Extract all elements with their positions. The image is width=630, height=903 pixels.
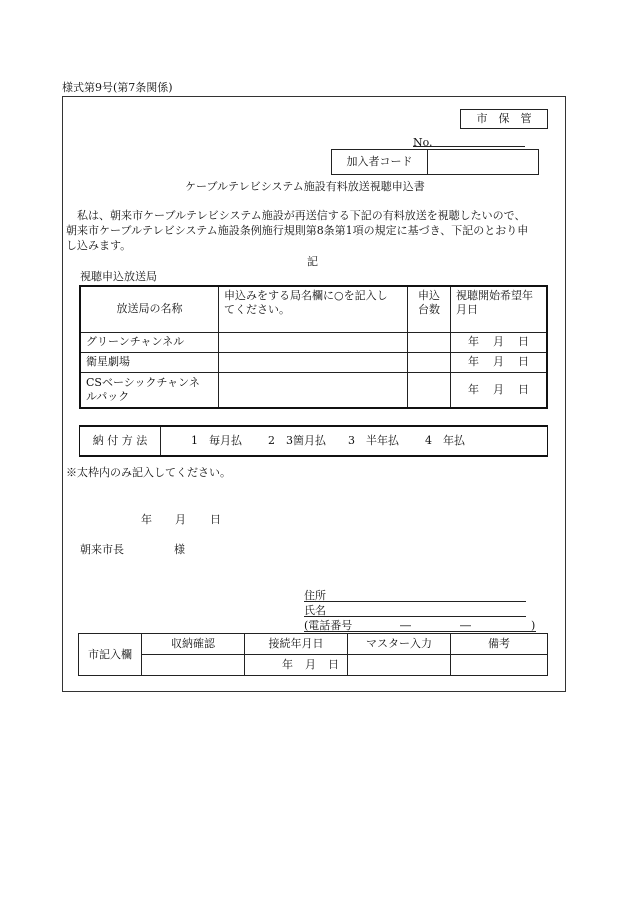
city-use-table [78,633,548,676]
mark-cell[interactable] [219,372,408,408]
connection-date-cell[interactable]: 年 月 日 [245,655,348,676]
header-station-name: 放送局の名称 [80,286,219,332]
header-mark: 申込みをする局名欄に○を記入し てください。 [219,286,408,332]
address-label: 住所 [304,589,326,602]
form-number: 様式第9号(第7条関係) [62,81,173,94]
phone-dash-2: ― [460,619,471,632]
payment-option-monthly[interactable]: 1 毎月払 [191,434,242,447]
payment-option-quarterly[interactable]: 2 3箇月払 [268,434,326,447]
date-year: 年 [141,513,152,526]
body-paragraph [66,208,560,253]
station-name: 衛星劇場 [80,352,219,372]
city-use-label: 市記入欄 [79,634,142,676]
phone-dash-1: ― [400,619,411,632]
number-underline [413,146,525,147]
date-month: 月 [175,513,186,526]
mark-cell[interactable] [219,352,408,372]
body-line-3: し込みます。 [66,239,132,252]
start-date-cell[interactable]: 年 月 日 [451,372,548,408]
table-row [80,352,547,372]
note-text: ※太枠内のみ記入してください。 [66,466,231,479]
count-cell[interactable] [408,332,451,352]
count-cell[interactable] [408,372,451,408]
date-day: 日 [210,513,221,526]
body-line-1: 私は、朝来市ケーブルテレビシステム施設が再送信する下記の有料放送を視聴したいので、 [66,209,526,222]
mayor-label: 朝来市長 [80,543,124,556]
count-cell[interactable] [408,352,451,372]
phone-close: ) [531,619,536,632]
document-title: ケーブルテレビシステム施設有料放送視聴申込書 [185,180,425,193]
payment-label: 納 付 方 法 [80,427,161,455]
header-payment-confirm: 収納確認 [142,634,245,655]
body-line-2: 朝来市ケーブルテレビシステム施設条例施行規則第8条第1項の規定に基づき、下記のとおり申 [66,224,529,237]
table-row [80,332,547,352]
name-line[interactable] [304,616,526,617]
station-name: グリーンチャンネル [80,332,219,352]
header-remarks: 備考 [451,634,548,655]
start-date-cell[interactable]: 年 月 日 [451,352,548,372]
address-line[interactable] [304,601,526,602]
table-row [80,372,547,408]
header-count: 申込 台数 [408,286,451,332]
member-code-box [331,149,539,175]
member-code-label: 加入者コード [332,150,428,174]
remarks-cell[interactable] [451,655,548,676]
city-keep-box [460,109,548,129]
member-code-field[interactable] [428,150,538,174]
number-label: No. [413,136,433,149]
master-input-cell[interactable] [348,655,451,676]
header-connection-date: 接続年月日 [245,634,348,655]
start-date-cell[interactable]: 年 月 日 [451,332,548,352]
sama-label: 様 [174,543,185,556]
station-name: CSベーシックチャンネ ルパック [80,372,219,408]
phone-line[interactable] [304,631,536,632]
payment-confirm-cell[interactable] [142,655,245,676]
header-master-input: マスター入力 [348,634,451,655]
payment-method-box [79,425,548,457]
payment-option-annual[interactable]: 4 年払 [425,434,465,447]
ki-heading: 記 [307,255,318,268]
city-keep-label: 市 保 管 [476,112,532,125]
name-label: 氏名 [304,604,326,617]
payment-option-semiannual[interactable]: 3 半年払 [348,434,399,447]
phone-label: (電話番号 [304,619,353,632]
mark-cell[interactable] [219,332,408,352]
header-start-date: 視聴開始希望年 月日 [451,286,548,332]
stations-table [79,285,548,409]
section-label: 視聴申込放送局 [80,270,157,283]
